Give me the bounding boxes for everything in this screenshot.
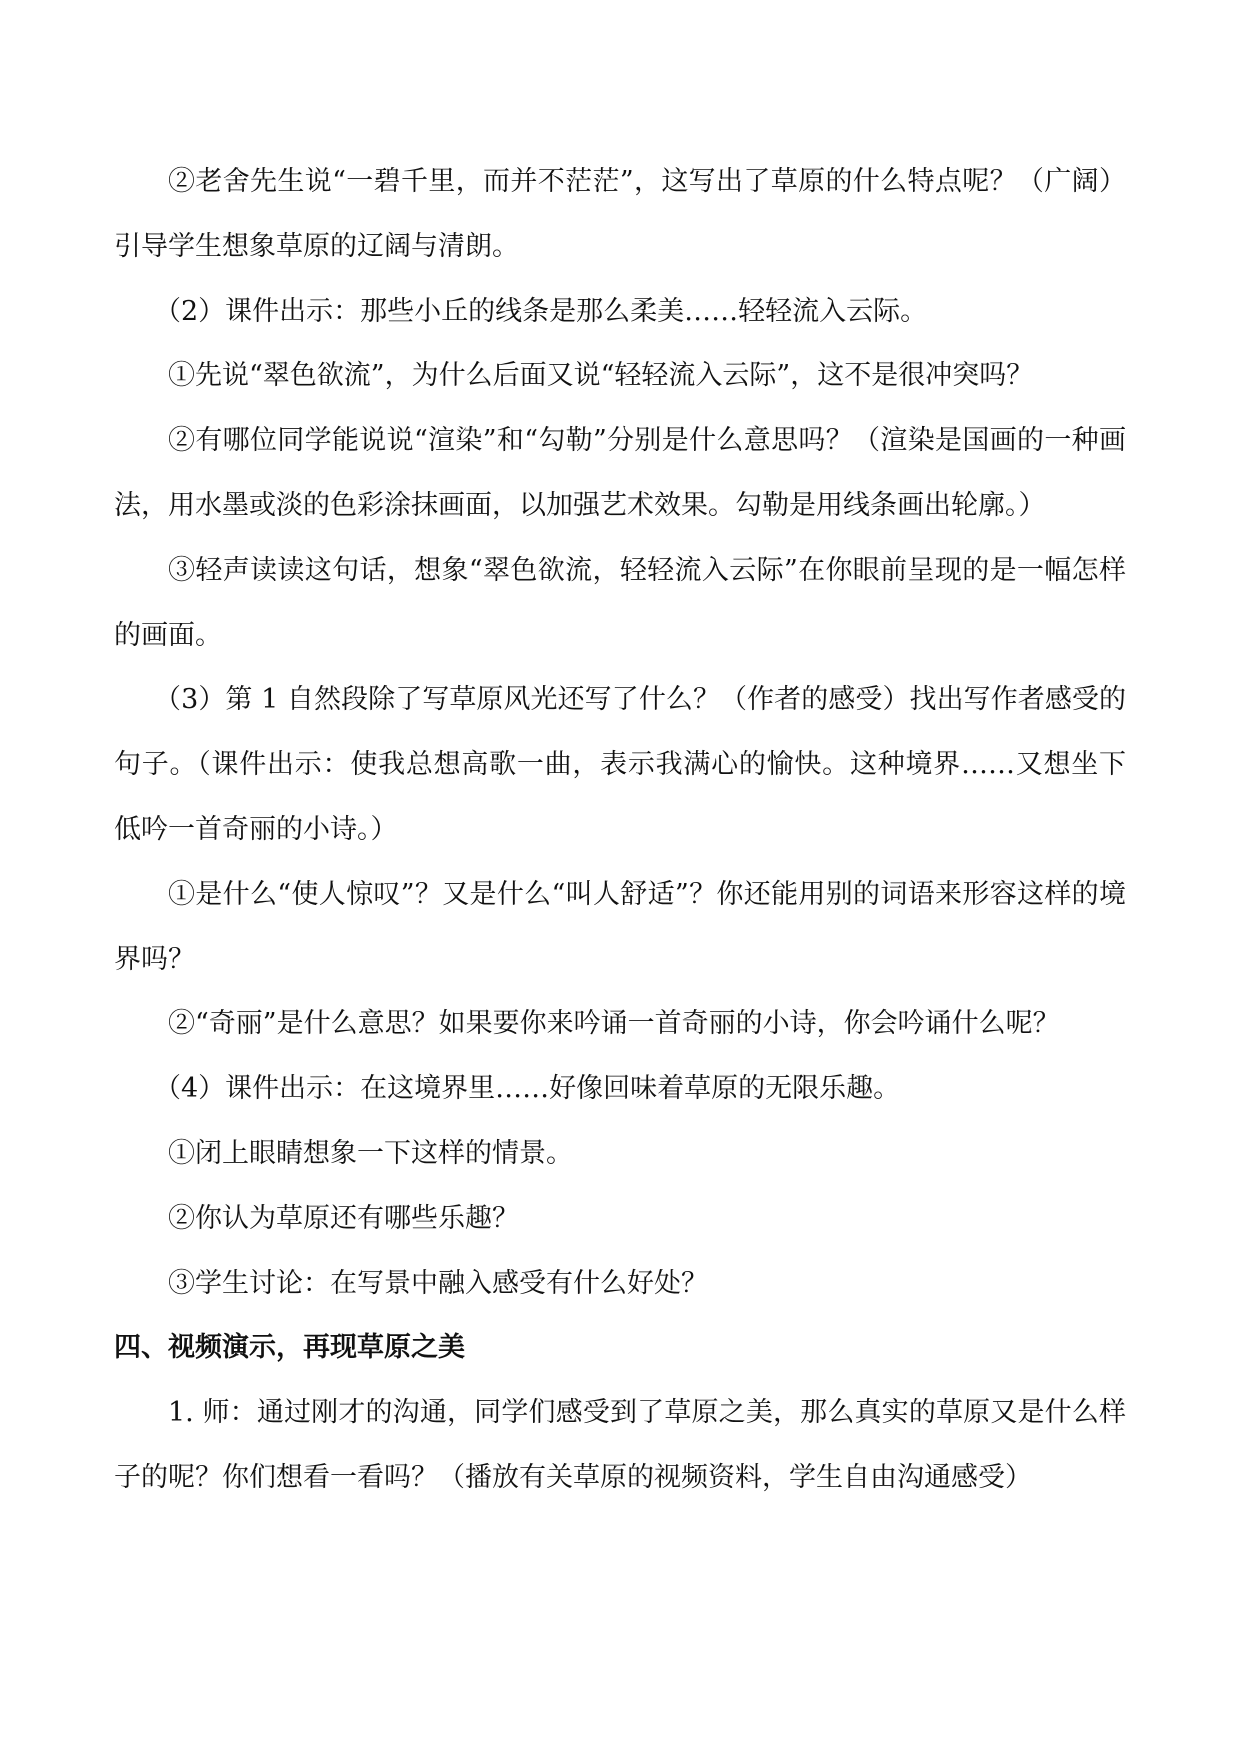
- paragraph-4: ②有哪位同学能说说“渲染”和“勾勒”分别是什么意思吗？（渲染是国画的一种画法，用水墨或淡的色彩涂抹画面，以加强艺术效果。勾勒是用线条画出轮廓。）: [114, 425, 1126, 521]
- paragraph-8: ②“奇丽”是什么意思？如果要你来吟诵一首奇丽的小诗，你会吟诵什么呢？: [168, 1008, 1060, 1040]
- paragraph-2: （2）课件出示：那些小丘的线条是那么柔美……轻轻流入云际。: [154, 295, 928, 327]
- section-heading: 四、视频演示，再现草原之美: [114, 1332, 465, 1364]
- paragraph-14: 1. 师：通过刚才的沟通，同学们感受到了草原之美，那么真实的草原又是什么样子的呢？你们想看一看吗？（播放有关草原的视频资料，学生自由沟通感受）: [114, 1397, 1126, 1493]
- paragraph-5: ③轻声读读这句话，想象“翠色欲流，轻轻流入云际”在你眼前呈现的是一幅怎样的画面。: [114, 554, 1126, 651]
- paragraph-7: ①是什么“使人惊叹”？又是什么“叫人舒适”？你还能用别的词语来形容这样的境界吗？: [114, 878, 1126, 975]
- paragraph-11: ②你认为草原还有哪些乐趣？: [168, 1202, 519, 1234]
- paragraph-6: （3）第 1 自然段除了写草原风光还写了什么？（作者的感受）找出写作者感受的句子。（课件出示：使我总想高歌一曲，表示我满心的愉快。这种境界……又想坐下低吟一首奇丽的小诗。）: [114, 684, 1126, 845]
- document-page: [114, 150, 1126, 1511]
- paragraph-12: ③学生讨论：在写景中融入感受有什么好处？: [168, 1267, 708, 1299]
- paragraph-1: ②老舍先生说“一碧千里，而并不茫茫”，这写出了草原的什么特点呢？（广阔）引导学生想象草原的辽阔与清朗。: [114, 166, 1126, 262]
- paragraph-3: ①先说“翠色欲流”，为什么后面又说“轻轻流入云际”，这不是很冲突吗？: [168, 360, 1034, 392]
- paragraph-10: ①闭上眼睛想象一下这样的情景。: [168, 1137, 573, 1169]
- paragraph-9: （4）课件出示：在这境界里……好像回味着草原的无限乐趣。: [154, 1073, 901, 1105]
